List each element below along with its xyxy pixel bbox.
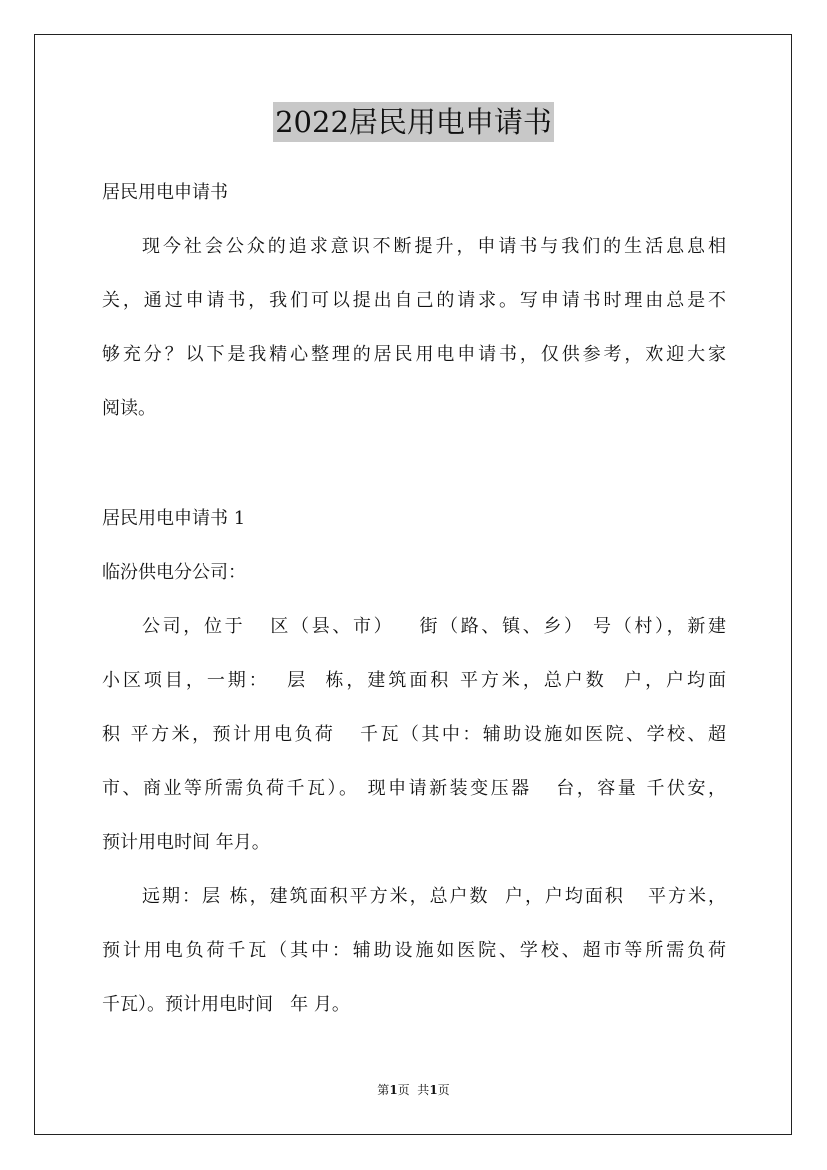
- document-subtitle: 居民用电申请书: [102, 182, 228, 203]
- paragraph-line: 市、商业等所需负荷千瓦）。 现申请新装变压器 台，容量 千伏安，: [102, 778, 726, 799]
- section-heading: 居民用电申请书 1: [102, 508, 246, 529]
- document-title: 2022居民用电申请书: [273, 102, 554, 142]
- paragraph-line: 远期：层 栋，建筑面积平方米，总户数 户，户均面积 平方米，: [142, 886, 726, 907]
- intro-line: 现今社会公众的追求意识不断提升，申请书与我们的生活息息相: [142, 236, 726, 257]
- paragraph-line: 预计用电负荷千瓦（其中：辅助设施如医院、学校、超市等所需负荷: [102, 940, 726, 961]
- intro-line: 阅读。: [102, 398, 156, 419]
- paragraph-line: 预计用电时间 年月。: [102, 832, 270, 853]
- title-container: [0, 102, 827, 142]
- addressee: 临汾供电分公司：: [102, 562, 246, 583]
- paragraph-line: 小区项目，一期： 层 栋，建筑面积 平方米，总户数 户，户均面: [102, 670, 726, 691]
- intro-line: 关，通过申请书，我们可以提出自己的请求。写申请书时理由总是不: [102, 290, 726, 311]
- page-total: 1: [429, 1083, 438, 1097]
- paragraph-line: 公司，位于 区（县、市） 街（路、镇、乡） 号（村），新建: [142, 616, 726, 637]
- page-label-suffix: 页: [437, 1083, 450, 1097]
- paragraph-line: 千瓦）。预计用电时间 年 月。: [102, 994, 350, 1015]
- paragraph-line: 积 平方米，预计用电负荷 千瓦（其中：辅助设施如医院、学校、超: [102, 724, 726, 745]
- page-current: 1: [389, 1083, 398, 1097]
- intro-line: 够充分？以下是我精心整理的居民用电申请书，仅供参考，欢迎大家: [102, 344, 726, 365]
- page-label-prefix: 第: [377, 1083, 390, 1097]
- page-label-mid: 页 共: [397, 1083, 430, 1097]
- page-footer: [0, 1082, 827, 1098]
